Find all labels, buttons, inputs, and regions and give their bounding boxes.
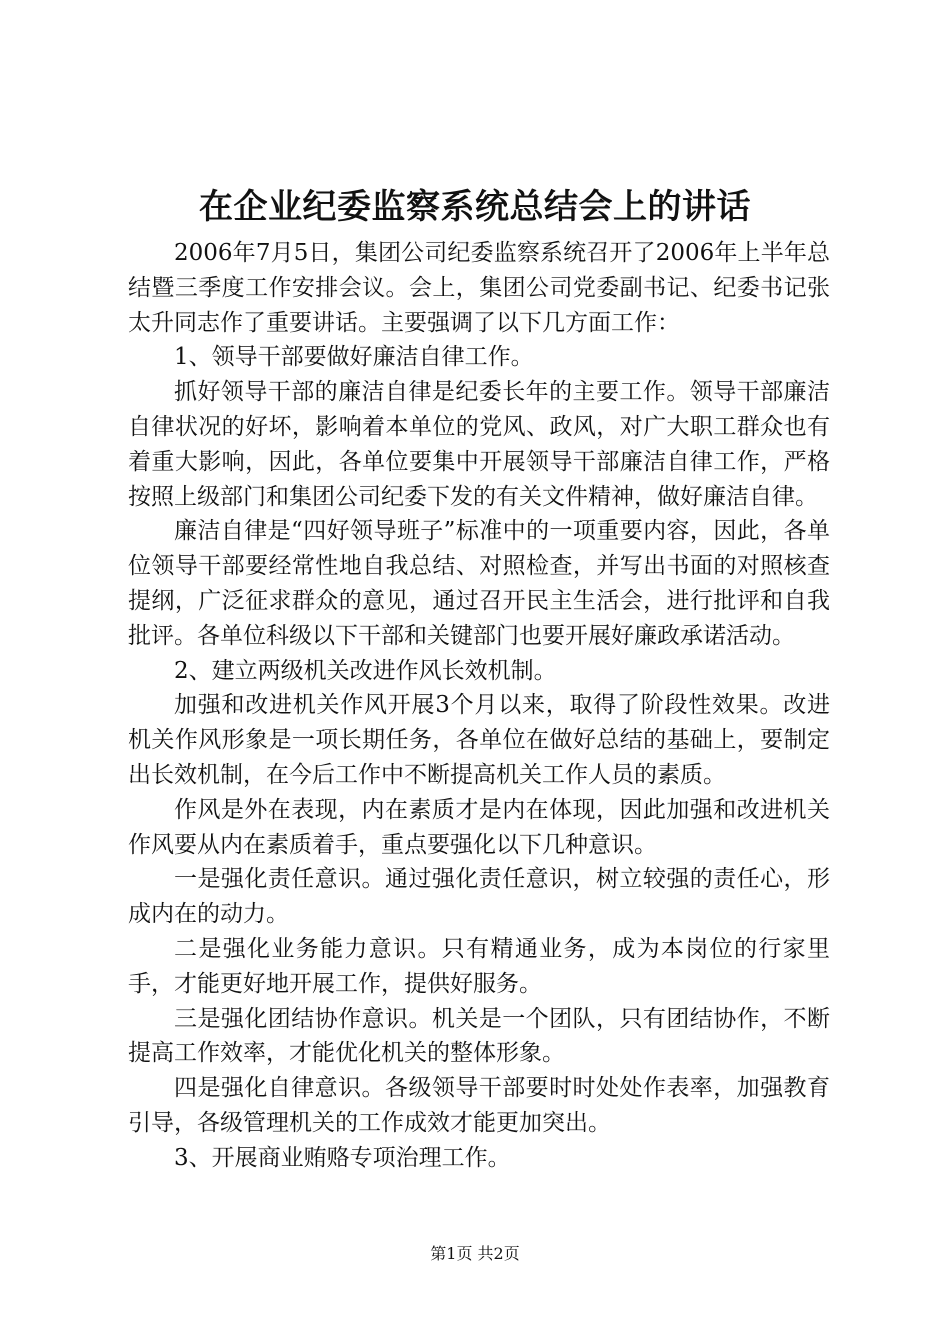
paragraph-heading-2: 2、建立两级机关改进作风长效机制。 (174, 657, 557, 684)
paragraph-intro: 2006年7月5日，集团公司纪委监察系统召开了2006年上半年总结暨三季度工作安排会议。会上，集团公司党委副书记、纪委书记张太升同志作了重要讲话。主要强调了以下几方面工作： (128, 240, 830, 336)
paragraph-2-d: 二是强化业务能力意识。只有精通业务，成为本岗位的行家里手，才能更好地开展工作，提供好服务。 (128, 935, 830, 997)
paragraph-heading-3: 3、开展商业贿赂专项治理工作。 (174, 1144, 511, 1171)
paragraph-2-b: 作风是外在表现，内在素质才是内在体现，因此加强和改进机关作风要从内在素质着手，重点要强化以下几种意识。 (128, 796, 830, 858)
paragraph-2-c: 一是强化责任意识。通过强化责任意识，树立较强的责任心，形成内在的动力。 (128, 866, 830, 928)
paragraph-2-a: 加强和改进机关作风开展3个月以来，取得了阶段性效果。改进机关作风形象是一项长期任务，各单位在做好总结的基础上，要制定出长效机制，在今后工作中不断提高机关工作人员的素质。 (128, 692, 830, 788)
document-title: 在企业纪委监察系统总结会上的讲话 (199, 187, 751, 227)
paragraph-2-f: 四是强化自律意识。各级领导干部要时时处处作表率，加强教育引导，各级管理机关的工作成效才能更加突出。 (128, 1075, 830, 1136)
page-number-footer: 第1页 共2页 (430, 1244, 520, 1263)
document-body (128, 236, 830, 1176)
paragraph-1-b: 廉洁自律是“四好领导班子”标准中的一项重要内容，因此，各单位领导干部要经常性地自我总结、对照检查，并写出书面的对照核查提纲，广泛征求群众的意见，通过召开民主生活会，进行批评和自我批评。各单位科级以下干部和关键部门也要开展好廉政承诺活动。 (128, 518, 830, 649)
paragraph-heading-1: 1、领导干部要做好廉洁自律工作。 (174, 344, 534, 371)
paragraph-1-a: 抓好领导干部的廉洁自律是纪委长年的主要工作。领导干部廉洁自律状况的好坏，影响着本单位的党风、政风，对广大职工群众也有着重大影响，因此，各单位要集中开展领导干部廉洁自律工作，严格按照上级部门和集团公司纪委下发的有关文件精神，做好廉洁自律。 (128, 379, 830, 510)
paragraph-2-e: 三是强化团结协作意识。机关是一个团队，只有团结协作，不断提高工作效率，才能优化机关的整体形象。 (128, 1005, 830, 1067)
